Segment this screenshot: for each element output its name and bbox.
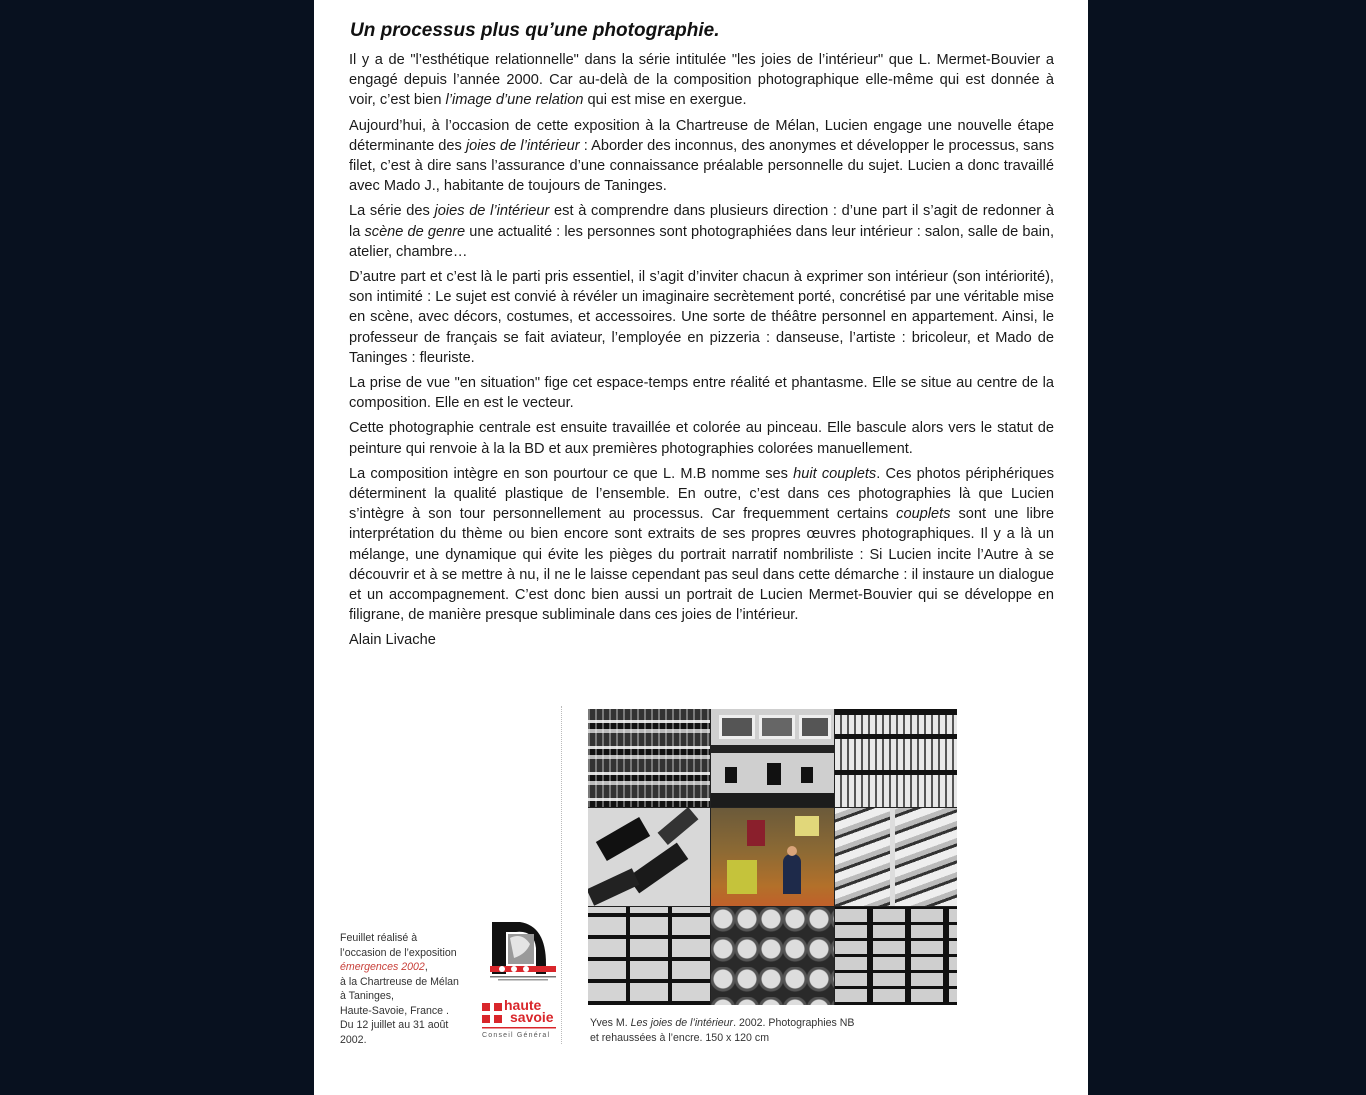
text-run: : Aborder des inconnus, des anonymes et développer le processus, sans filet, c’est à dire sans l’assurance d’une connaissance préalable personnelle du sujet. Lucien a donc travaillé avec Mado J., habitante de toujours de Taninges.: [349, 137, 1054, 195]
italic-phrase: scène de genre: [364, 223, 466, 240]
text-run: Il y a de "l’esthétique relationnelle" dans la série intitulée "les joies de l’intérieur" que L. Mermet-Bouvier a engagé depuis l’année 2000. Car au-delà de la composition photographique elle-même qui est donnée à voir, c’est bien: [349, 52, 1054, 109]
artwork-tile-bookshelf: [835, 709, 957, 807]
document-page: [314, 0, 1088, 1095]
text-run: Cette photographie centrale est ensuite travaillée et colorée au pinceau. Elle bascule alors vers le statut de peinture qui renvoie à la la BD et aux premières photographies colorées manuellement.: [349, 420, 1054, 457]
text-run: qui est mise en exergue.: [583, 92, 747, 109]
colophon-line: à la Chartreuse de Mélan: [340, 975, 459, 988]
artwork-tile-colored-portrait: [711, 808, 833, 906]
punctuation: ,: [424, 961, 428, 973]
caption-artist: Yves M.: [590, 1017, 631, 1029]
author-signature: Alain Livache: [349, 632, 436, 649]
colophon-line: l’occasion de l’exposition: [340, 946, 457, 959]
paragraph: [349, 267, 1054, 368]
text-run: sont une libre interprétation du thème ou bien encore sont extraits de ses propres œuvres photographiques. Il y a là un mélange, une dynamique qui évite les pièges du portrait narratif nombriliste : Si Lucien incite l’Autre à se découvrir et à se mettre à nu, il ne le laisse cependant pas seul dans cette démarche : il instaure un dialogue et un accompagnement. C’est donc bien aussi un portrait de Lucien Mermet-Bouvier qui se développe en filigrane, de manière presque subliminale dans ces joies de l’intérieur.: [349, 506, 1054, 624]
text-run: La composition intègre en son pourtour ce que L. M.B nomme ses: [349, 465, 794, 482]
paragraph: [349, 116, 1054, 197]
italic-phrase: l’image d’une relation: [445, 92, 584, 109]
text-run: La série des: [349, 203, 435, 220]
council-name-haute: haute: [504, 997, 542, 1013]
colophon-line: à Taninges,: [340, 990, 394, 1002]
council-name-savoie: savoie: [510, 1009, 554, 1025]
article-body: [349, 50, 1054, 656]
text-run: une actualité : les personnes sont photographiées dans leur intérieur : salon, salle de bain, atelier, chambre…: [349, 223, 1054, 260]
council-subtitle: Conseil Général: [482, 1032, 551, 1039]
event-name: émergences 2002: [340, 961, 425, 973]
italic-phrase: joies de l’intérieur: [434, 203, 550, 220]
caption-details: . 2002. Photographies NB: [733, 1017, 855, 1029]
italic-phrase: huit couplets: [793, 465, 877, 482]
artwork-caption: [590, 1016, 854, 1045]
colophon-event-line: [340, 960, 482, 975]
caption-line-2: et rehaussées à l’encre. 150 x 120 cm: [590, 1031, 770, 1044]
artwork-tile-drawers-grid: [835, 907, 957, 1005]
paragraph: [349, 464, 1054, 626]
italic-phrase: couplets: [896, 506, 951, 523]
colophon-line: Feuillet réalisé à: [340, 932, 418, 944]
colophon-line: Du 12 juillet au 31 août: [340, 1019, 449, 1031]
text-run: Aujourd’hui, à l’occasion de cette exposition à la Chartreuse de Mélan, Lucien engage une nouvelle étape déterminante des: [349, 117, 1054, 154]
text-run: . Ces photos périphériques déterminent la qualité plastique de l’ensemble. En outre, c’est dans ces photographies là que Lucien s’intègre à son tour personnellement au processus. Car frequemment certains: [349, 465, 1054, 523]
paragraph: [349, 50, 1054, 111]
paragraph: [349, 373, 1054, 413]
artwork-tile-stacked-rolls: [835, 808, 957, 906]
artwork-grid: [588, 709, 957, 1005]
artwork-tile-labeled-boxes: [588, 907, 710, 1005]
paragraph: [349, 418, 1054, 458]
haute-savoie-logo: [480, 998, 562, 1044]
text-run: D’autre part et c’est là le parti pris essentiel, il s’agit d’inviter chacun à exprimer son intérieur (son intériorité), son intimité : Le sujet est convié à révéler un imaginaire secrètement porté, concrétisé par une véritable mise en scène, avec décors, costumes, et accessoires. Une sorte de théâtre personnel en appartement. Ainsi, le professeur de français se fait aviateur, l’employée en pizzeria : danseuse, l’artiste : bricoleur, et Mado de Taninges : fleuriste.: [349, 269, 1054, 366]
colophon: [340, 931, 482, 1047]
text-run: est à comprendre dans plusieurs direction : d’une part il s’agit de redonner à la: [349, 203, 1054, 240]
article-title: Un processus plus qu’une photographie.: [350, 20, 720, 41]
text-run: La prise de vue "en situation" fige cet espace-temps entre réalité et phantasme. Elle se situe au centre de la composition. Elle en est le vecteur.: [349, 375, 1054, 412]
caption-line-1: [590, 1016, 854, 1031]
colophon-line: Haute-Savoie, France .: [340, 1004, 449, 1017]
artwork-tile-jars-shelf: [711, 907, 833, 1005]
artwork-tile-wall-frames: [711, 709, 833, 807]
italic-phrase: joies de l’intérieur: [465, 137, 580, 154]
artwork-tile-shelf-bottles: [588, 709, 710, 807]
paragraph: [349, 201, 1054, 262]
caption-title: Les joies de l’intérieur: [630, 1017, 734, 1029]
artwork-tile-abstract-shapes: [588, 808, 710, 906]
colophon-line: 2002.: [340, 1033, 367, 1046]
